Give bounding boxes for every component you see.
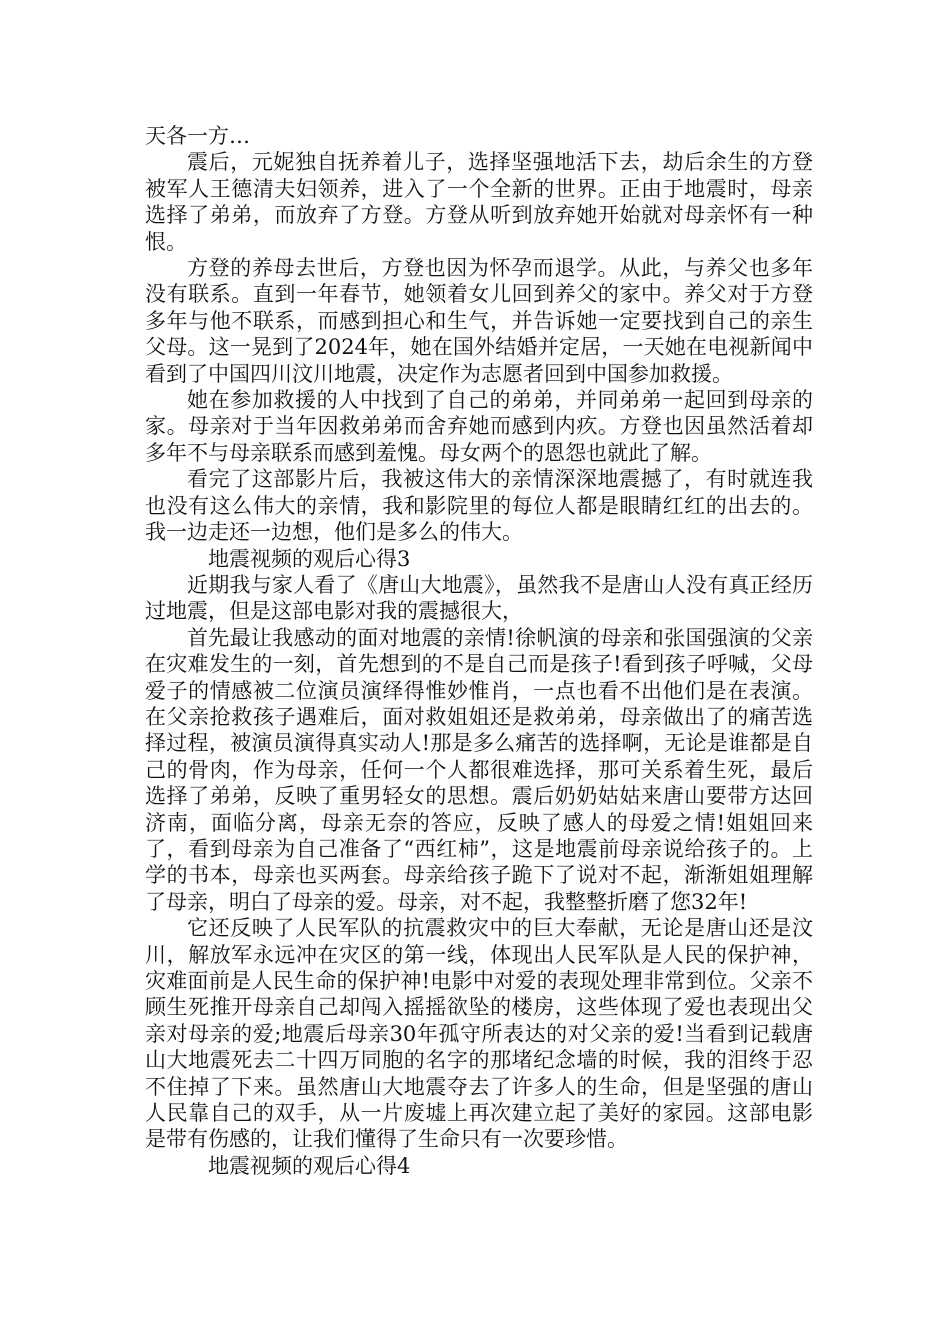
- section-heading: 地震视频的观后心得3: [208, 546, 411, 571]
- body-paragraph: 它还反映了人民军队的抗震救灾中的巨大奉献，无论是唐山还是汶川，解放军永远冲在灾区的第一线，体现出人民军队是人民的保护神，灾难面前是人民生命的保护神!电影中对爱的表现处理非常到位。父亲不顾生死推开母亲自己却闯入摇摇欲坠的楼房，这些体现了爱也表现出父亲对母亲的爱;地震后母亲30年孤守所表达的对父亲的爱!当看到记载唐山大地震死去二十四万同胞的名字的那堵纪念墙的时候，我的泪终于忍不住掉了下来。虽然唐山大地震夺去了许多人的生命，但是坚强的唐山人民靠自己的双手，从一片废墟上再次建立起了美好的家园。这部电影是带有伤感的，让我们懂得了生命只有一次要珍惜。: [145, 916, 813, 1152]
- section-heading: 地震视频的观后心得4: [208, 1153, 411, 1178]
- body-paragraph: 震后，元妮独自抚养着儿子，选择坚强地活下去，劫后余生的方登被军人王德清夫妇领养，进入了一个全新的世界。正由于地震时，母亲选择了弟弟，而放弃了方登。方登从听到放弃她开始就对母亲怀有一种恨。: [145, 150, 813, 254]
- body-paragraph: 看完了这部影片后，我被这伟大的亲情深深地震撼了，有时就连我也没有这么伟大的亲情，我和影院里的每位人都是眼睛红红的出去的。我一边走还一边想，他们是多么的伟大。: [145, 467, 813, 545]
- body-paragraph: 方登的养母去世后，方登也因为怀孕而退学。从此，与养父也多年没有联系。直到一年春节，她领着女儿回到养父的家中。养父对于方登多年与他不联系，而感到担心和生气，并告诉她一定要找到自己的亲生父母。这一晃到了2024年，她在国外结婚并定居，一天她在电视新闻中看到了中国四川汶川地震，决定作为志愿者回到中国参加救援。: [145, 256, 813, 386]
- document-body: [145, 123, 813, 1179]
- body-paragraph: 首先最让我感动的面对地震的亲情!徐帆演的母亲和张国强演的父亲在灾难发生的一刻，首先想到的不是自己而是孩子!看到孩子呼喊，父母爱子的情感被二位演员演绎得惟妙惟肖，一点也看不出他们是在表演。在父亲抢救孩子遇难后，面对救姐姐还是救弟弟，母亲做出了的痛苦选择过程，被演员演得真实动人!那是多么痛苦的选择啊，无论是谁都是自己的骨肉，作为母亲，任何一个人都很难选择，那可关系着生死，最后选择了弟弟，反映了重男轻女的思想。震后奶奶姑姑来唐山要带方达回济南，面临分离，母亲无奈的答应，反映了感人的母爱之情!姐姐回来了，看到母亲为自己准备了“西红柿”，这是地震前母亲说给孩子的。上学的书本，母亲也买两套。母亲给孩子跪下了说对不起，渐渐姐姐理解了母亲，明白了母亲的爱。母亲，对不起，我整整折磨了您32年!: [145, 625, 813, 914]
- body-paragraph: 她在参加救援的人中找到了自己的弟弟，并同弟弟一起回到母亲的家。母亲对于当年因救弟弟而舍弃她而感到内疚。方登也因虽然活着却多年不与母亲联系而感到羞愧。母女两个的恩怨也就此了解。: [145, 388, 813, 465]
- body-paragraph: 近期我与家人看了《唐山大地震》，虽然我不是唐山人没有真正经历过地震，但是这部电影对我的震撼很大，: [145, 572, 813, 624]
- paragraph-continuation: 天各一方…: [145, 124, 250, 148]
